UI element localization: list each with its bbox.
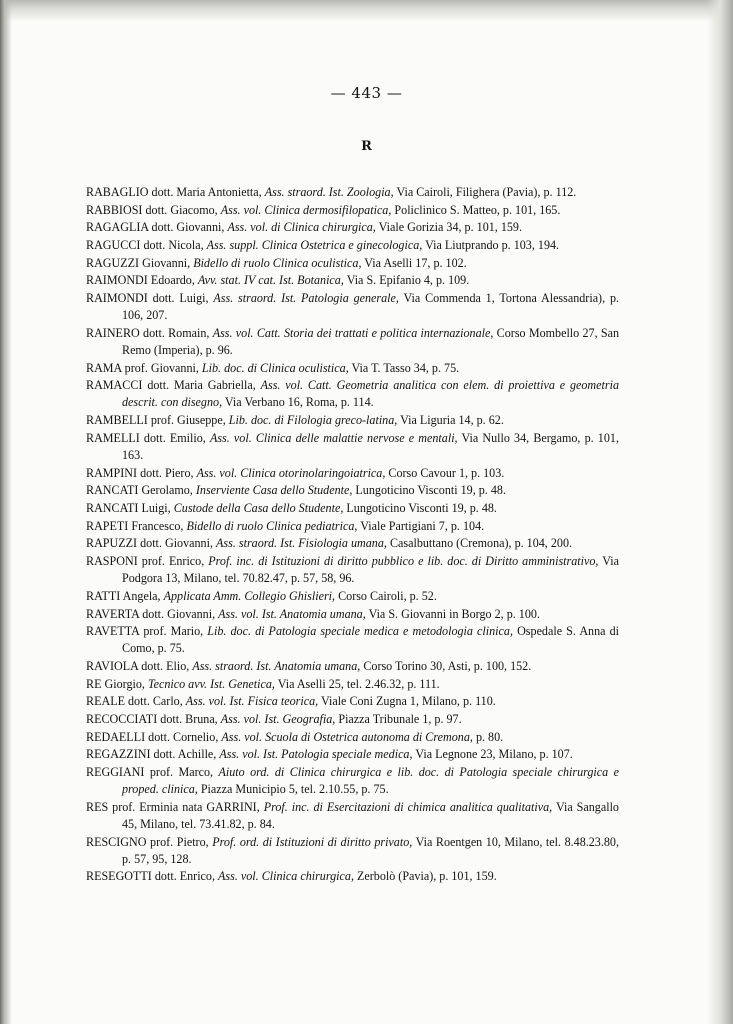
entry-title-name: dott. Giovanni, bbox=[142, 606, 216, 621]
entry-title-name: prof. Mario, bbox=[143, 624, 204, 639]
entry-role: Prof. ord. di Istituzioni di diritto privato, bbox=[212, 834, 413, 849]
entry-title-name: dott. Piero, bbox=[140, 465, 194, 480]
entry-title-name: dott. Maria Antonietta, bbox=[151, 185, 262, 199]
entry-role: Ass. straord. Ist. Patologia generale, bbox=[213, 291, 399, 306]
entry-address: Via Aselli 17, p. 102. bbox=[364, 255, 467, 270]
entry-surname: RES bbox=[86, 799, 109, 814]
entry-address: Via Verbano 16, Roma, p. 114. bbox=[224, 395, 374, 410]
entry-address: Casalbuttano (Cremona), p. 104, 200. bbox=[389, 536, 573, 551]
entry-role: Ass. vol. Clinica chirurgica, bbox=[218, 869, 354, 884]
entry-role: Ass. straord. Ist. Zoologia, bbox=[264, 185, 394, 199]
entry-title-name: dott. Giacomo, bbox=[145, 202, 218, 217]
directory-entry bbox=[86, 553, 619, 587]
scan-shadow-top bbox=[0, 0, 733, 22]
entry-title-name: Francesco, bbox=[131, 518, 184, 533]
directory-entry bbox=[86, 799, 619, 833]
entry-surname: RECOCCIATI bbox=[86, 712, 158, 727]
entry-surname: RE bbox=[86, 676, 102, 691]
entry-address: Ospedale S. Anna di Como, p. 75. bbox=[122, 624, 620, 656]
entry-title-name: dott. Emilio, bbox=[143, 430, 206, 445]
entry-address: Viale Partigiani 7, p. 104. bbox=[360, 518, 485, 533]
entry-role: Ass. vol. Ist. Geografia, bbox=[220, 712, 336, 727]
entry-address: p. 80. bbox=[475, 729, 504, 744]
directory-entry bbox=[86, 430, 619, 464]
entry-surname: RAMACCI bbox=[86, 378, 143, 393]
directory-entry bbox=[86, 746, 619, 763]
entry-address: Via Commenda 1, Tortona Alessandria), p. 106, 207. bbox=[122, 291, 620, 323]
directory-entry bbox=[86, 868, 619, 885]
entry-title-name: Giovanni, bbox=[142, 255, 191, 270]
entry-address: Via Sangallo 45, Milano, tel. 73.41.82, p. 84. bbox=[122, 799, 619, 831]
section-letter: R bbox=[361, 139, 372, 154]
entry-surname: RABAGLIO bbox=[86, 185, 149, 199]
entry-role: Ass. vol. Ist. Patologia speciale medica, bbox=[219, 747, 413, 762]
directory-entry bbox=[86, 535, 619, 552]
entry-title-name: dott. Romain, bbox=[143, 325, 210, 340]
entry-role: Applicata Amm. Collegio Ghislieri, bbox=[163, 588, 336, 603]
entry-surname: RABBIOSI bbox=[86, 202, 143, 217]
entry-role: Ass. vol. Clinica delle malattie nervose e mentali, bbox=[209, 430, 458, 445]
entry-surname: RAGAGLIA bbox=[86, 220, 149, 235]
entry-role: Ass. straord. Ist. Anatomia umana, bbox=[192, 659, 361, 673]
entry-address: Piazza Municipio 5, tel. 2.10.55, p. 75. bbox=[200, 782, 389, 797]
directory-entry bbox=[86, 360, 619, 377]
entry-address: Via Legnone 23, Milano, p. 107. bbox=[415, 747, 573, 762]
directory-entry bbox=[86, 693, 619, 710]
entry-title-name: dott. Maria Gabriella, bbox=[147, 378, 256, 393]
entry-address: Via Liguria 14, p. 62. bbox=[400, 413, 504, 428]
entry-role: Inserviente Casa dello Studente, bbox=[195, 483, 353, 498]
entry-title-name: prof. Giovanni, bbox=[124, 360, 199, 375]
entry-role: Lib. doc. di Patologia speciale medica e metodologia clinica, bbox=[207, 624, 513, 639]
entry-surname: RAGUZZI bbox=[86, 255, 140, 270]
entry-address: Via Podgora 13, Milano, tel. 70.82.47, p. 57, 58, 96. bbox=[122, 554, 619, 586]
entry-address: Viale Gorizia 34, p. 101, 159. bbox=[378, 220, 522, 235]
entry-surname: RANCATI bbox=[86, 483, 139, 498]
entry-role: Bidello di ruolo Clinica oculistica, bbox=[193, 255, 362, 270]
entry-surname: RAMELLI bbox=[86, 430, 140, 445]
entry-surname: RAVETTA bbox=[86, 624, 140, 639]
entry-role: Ass. vol. Catt. Geometria analitica con elem. di proiettiva e geometria descrit. con disegno, bbox=[122, 378, 619, 410]
entry-title-name: Giorgio, bbox=[104, 676, 145, 691]
directory-entry bbox=[86, 729, 619, 746]
page-number: — 443 — bbox=[330, 84, 403, 102]
directory-entry bbox=[86, 834, 619, 868]
entry-title-name: prof. Enrico, bbox=[141, 554, 205, 569]
entry-title-name: dott. Cornelio, bbox=[148, 729, 219, 744]
entry-title-name: dott. Giovanni, bbox=[151, 220, 225, 235]
directory-entry bbox=[86, 377, 619, 411]
entry-surname: RAMBELLI bbox=[86, 413, 148, 428]
directory-entry bbox=[86, 219, 619, 236]
entry-address: Via Nullo 34, Bergamo, p. 101, 163. bbox=[122, 430, 619, 462]
directory-entry bbox=[86, 482, 619, 499]
directory-entries bbox=[86, 184, 619, 886]
directory-entry bbox=[86, 272, 619, 289]
directory-entry bbox=[86, 184, 619, 201]
entry-title-name: dott. Giovanni, bbox=[140, 536, 213, 551]
entry-role: Ass. vol. Clinica dermosifilopatica, bbox=[220, 202, 392, 217]
entry-surname: RAINERO bbox=[86, 325, 140, 340]
directory-entry bbox=[86, 711, 619, 728]
entry-surname: RAIMONDI bbox=[86, 273, 148, 288]
entry-address: Lungoticino Visconti 19, p. 48. bbox=[346, 501, 497, 515]
entry-address: Via T. Tasso 34, p. 75. bbox=[351, 360, 460, 375]
entry-title-name: Luigi, bbox=[141, 501, 171, 515]
directory-entry bbox=[86, 623, 619, 657]
directory-entry bbox=[86, 465, 619, 482]
directory-entry bbox=[86, 255, 619, 272]
entry-surname: REGGIANI bbox=[86, 765, 145, 780]
entry-role: Ass. vol. Scuola di Ostetrica autonoma di Cremona, bbox=[221, 729, 473, 744]
entry-surname: REDAELLI bbox=[86, 729, 146, 744]
entry-title-name: prof. Giuseppe, bbox=[150, 413, 226, 428]
entry-surname: RATTI bbox=[86, 588, 121, 603]
entry-address: Zerbolò (Pavia), p. 101, 159. bbox=[357, 869, 497, 884]
entry-surname: RASPONI bbox=[86, 554, 138, 569]
entry-surname: RAIMONDI bbox=[86, 291, 148, 306]
entry-surname: RAPETI bbox=[86, 518, 129, 533]
entry-surname: RAGUCCI bbox=[86, 238, 141, 253]
entry-address: Via Cairoli, Filighera (Pavia), p. 112. bbox=[396, 185, 577, 199]
entry-role: Aiuto ord. di Clinica chirurgica e lib. doc. di Patologia speciale chirurgica e proped. clinica, bbox=[122, 765, 619, 797]
entry-role: Avv. stat. IV cat. Ist. Botanica, bbox=[197, 273, 344, 288]
entry-title-name: Edoardo, bbox=[150, 273, 195, 288]
directory-entry bbox=[86, 606, 619, 623]
entry-title-name: prof. Marco, bbox=[149, 765, 214, 780]
entry-surname: RESCIGNO bbox=[86, 834, 147, 849]
entry-role: Lib. doc. di Clinica oculistica, bbox=[201, 360, 349, 375]
entry-address: Corso Torino 30, Asti, p. 100, 152. bbox=[363, 659, 532, 673]
entry-address: Via S. Epifanio 4, p. 109. bbox=[346, 273, 470, 288]
entry-role: Ass. vol. Clinica otorinolaringoiatrica, bbox=[196, 465, 386, 480]
entry-role: Ass. suppl. Clinica Ostetrica e ginecologica, bbox=[206, 238, 423, 253]
entry-title-name: prof. Erminia nata GARRINI, bbox=[112, 799, 260, 814]
entry-surname: RANCATI bbox=[86, 501, 139, 515]
entry-title-name: dott. Elio, bbox=[141, 659, 190, 673]
entry-title-name: Angela, bbox=[122, 588, 161, 603]
directory-entry bbox=[86, 325, 619, 359]
entry-address: Via S. Giovanni in Borgo 2, p. 100. bbox=[368, 606, 540, 621]
directory-entry bbox=[86, 676, 619, 693]
directory-entry bbox=[86, 588, 619, 605]
directory-entry bbox=[86, 412, 619, 429]
entry-surname: RAPUZZI bbox=[86, 536, 138, 551]
entry-role: Prof. inc. di Istituzioni di diritto pubblico e lib. doc. di Diritto amministrativo, bbox=[208, 554, 599, 569]
entry-title-name: Gerolamo, bbox=[141, 483, 193, 498]
entry-title-name: dott. Bruna, bbox=[160, 712, 218, 727]
entry-role: Ass. vol. Catt. Storia dei trattati e politica internazionale, bbox=[212, 325, 494, 340]
directory-entry bbox=[86, 290, 619, 324]
entry-surname: REALE bbox=[86, 694, 125, 709]
entry-surname: RAVERTA bbox=[86, 606, 140, 621]
entry-role: Custode della Casa dello Studente, bbox=[173, 501, 344, 515]
entry-role: Ass. vol. Ist. Anatomia umana, bbox=[218, 606, 366, 621]
directory-entry bbox=[86, 764, 619, 798]
entry-address: Via Liutprando p. 103, 194. bbox=[425, 238, 560, 253]
entry-title-name: dott. Luigi, bbox=[152, 291, 209, 306]
entry-title-name: dott. Enrico, bbox=[154, 869, 215, 884]
entry-surname: REGAZZINI bbox=[86, 747, 151, 762]
entry-surname: RAMPINI bbox=[86, 465, 138, 480]
directory-entry bbox=[86, 202, 619, 219]
directory-entry bbox=[86, 518, 619, 535]
entry-role: Bidello di ruolo Clinica pediatrica, bbox=[186, 518, 358, 533]
directory-entry bbox=[86, 658, 619, 675]
entry-role: Tecnico avv. Ist. Genetica, bbox=[147, 676, 275, 691]
entry-title-name: dott. Achille, bbox=[153, 747, 217, 762]
entry-surname: RAMA bbox=[86, 360, 122, 375]
entry-address: Via Aselli 25, tel. 2.46.32, p. 111. bbox=[277, 676, 440, 691]
entry-address: Viale Coni Zugna 1, Milano, p. 110. bbox=[320, 694, 496, 709]
entry-address: Corso Mombello 27, San Remo (Imperia), p. 96. bbox=[122, 325, 619, 357]
entry-role: Ass. vol. di Clinica chirurgica, bbox=[227, 220, 376, 235]
entry-address: Corso Cavour 1, p. 103. bbox=[388, 465, 505, 480]
entry-title-name: dott. Carlo, bbox=[128, 694, 183, 709]
entry-role: Ass. vol. Ist. Fisica teorica, bbox=[185, 694, 319, 709]
entry-role: Prof. inc. di Esercitazioni di chimica analitica qualitativa, bbox=[263, 799, 553, 814]
directory-entry bbox=[86, 237, 619, 254]
directory-entry bbox=[86, 500, 619, 517]
entry-address: Via Roentgen 10, Milano, tel. 8.48.23.80, p. 57, 95, 128. bbox=[122, 834, 619, 866]
entry-role: Ass. straord. Ist. Fisiologia umana, bbox=[216, 536, 387, 551]
entry-title-name: dott. Nicola, bbox=[143, 238, 204, 253]
entry-role: Lib. doc. di Filologia greco-latina, bbox=[228, 413, 398, 428]
entry-surname: RAVIOLA bbox=[86, 659, 139, 673]
entry-address: Piazza Tribunale 1, p. 97. bbox=[338, 712, 462, 727]
entry-title-name: prof. Pietro, bbox=[150, 834, 209, 849]
entry-surname: RESEGOTTI bbox=[86, 869, 152, 884]
entry-address: Lungoticino Visconti 19, p. 48. bbox=[355, 483, 506, 498]
entry-address: Corso Cairoli, p. 52. bbox=[338, 588, 437, 603]
entry-address: Policlinico S. Matteo, p. 101, 165. bbox=[394, 202, 561, 217]
